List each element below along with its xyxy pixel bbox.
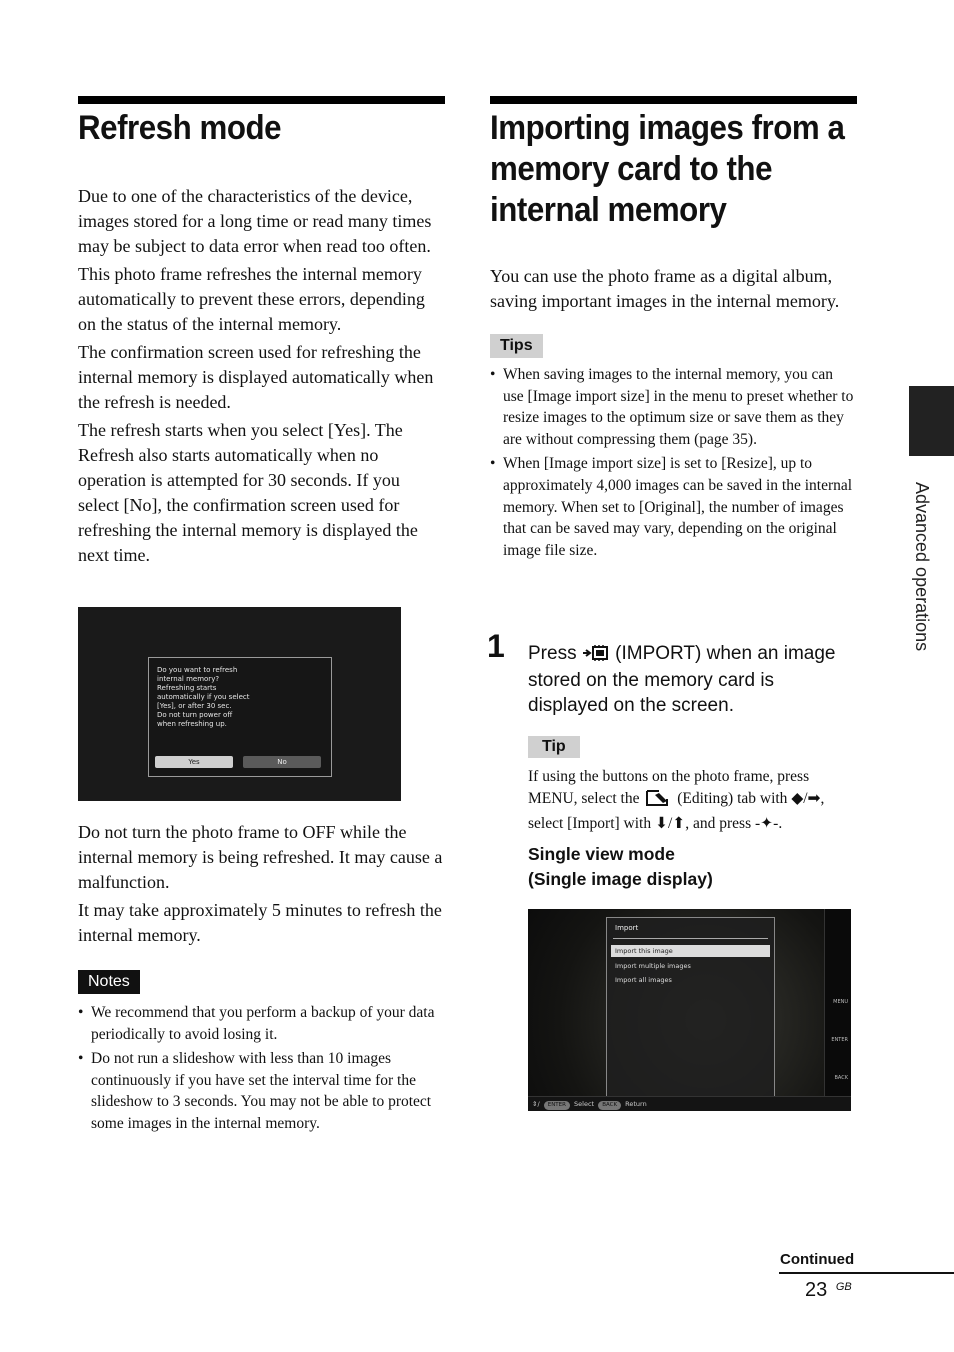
left-right-arrows-icon: ◆/➡ xyxy=(791,789,821,807)
side-back-label: BACK xyxy=(834,1075,848,1081)
down-up-arrows-icon: ⬇/⬆ xyxy=(654,815,686,833)
tip-text-part: If using the buttons on the photo frame, press MENU, select the xyxy=(528,768,810,807)
tips-list xyxy=(490,364,857,561)
dialog-message: Do you want to refresh internal memory? Refreshing starts automatically if you select [Yes], or after 30 sec. Do not turn power off when refreshing up. xyxy=(157,666,250,728)
paragraph: The confirmation screen used for refreshing the internal memory is displayed automatically when the refresh is needed. xyxy=(78,342,434,412)
tip-text-part: . xyxy=(778,815,783,833)
tip-section xyxy=(528,736,580,758)
tip-text-part: (Editing) tab with xyxy=(677,789,788,807)
enter-pill: ENTER xyxy=(544,1101,570,1110)
editing-icon xyxy=(645,789,671,814)
menu-divider xyxy=(613,938,768,939)
paragraph: Do not turn the photo frame to OFF while the internal memory is being refreshed. It may cause a malfunction. xyxy=(78,822,443,892)
refresh-body xyxy=(78,184,445,568)
import-icon xyxy=(582,643,610,668)
notes-label: Notes xyxy=(78,970,140,994)
left-column-lower xyxy=(78,820,445,1138)
paragraph: It may take approximately 5 minutes to refresh the internal memory. xyxy=(78,900,442,945)
no-button[interactable]: No xyxy=(243,756,321,768)
screen-side-controls xyxy=(824,909,851,1097)
notes-section xyxy=(78,970,445,1135)
refresh-confirmation-screenshot xyxy=(78,607,401,801)
confirmation-dialog xyxy=(148,657,332,777)
return-label: Return xyxy=(625,1100,647,1108)
menu-item-import-all[interactable]: Import all images xyxy=(615,976,672,984)
right-column xyxy=(490,96,857,564)
select-label: Select xyxy=(574,1100,595,1108)
page-suffix: GB xyxy=(835,1281,852,1293)
list-item: • When saving images to the internal memory, you can use [Image import size] in the menu to preset whether to resize images to the optimum size or save them as they are without compressing them (page 35). xyxy=(490,364,857,450)
sub-heading-line-2: (Single image display) xyxy=(528,869,713,889)
tip-text xyxy=(528,766,858,835)
step-number: 1 xyxy=(487,628,505,664)
list-item: • We recommend that you perform a backup of your data periodically to avoid losing it. xyxy=(78,1002,445,1045)
paragraph: Due to one of the characteristics of the device, images stored for a long time or read many times may be subject to data error when read too often. xyxy=(78,186,432,256)
tip-text-part: , select [Import] with xyxy=(528,789,825,833)
page-number xyxy=(805,1279,852,1302)
menu-item-import-this[interactable]: Import this image xyxy=(611,945,770,957)
intro-paragraph: You can use the photo frame as a digital album, saving important images in the internal memory. xyxy=(490,266,840,311)
step-instruction xyxy=(528,641,858,718)
list-item: • Do not run a slideshow with less than 10 images continuously if you have set the interval time for the slideshow to 3 seconds. You may not be able to protect some images in the internal memory. xyxy=(78,1048,445,1134)
section-title-refresh: Refresh mode xyxy=(78,109,282,147)
section-tab-marker xyxy=(909,386,954,456)
enter-icon: -✦- xyxy=(755,815,779,833)
side-section-label: Advanced operations xyxy=(912,482,932,652)
import-menu-screenshot xyxy=(528,909,851,1111)
title-rule xyxy=(490,96,857,104)
step-text-press: Press xyxy=(528,643,577,664)
tip-label: Tip xyxy=(528,736,580,758)
step-text-rest: (IMPORT) when an image stored on the memory card is displayed on the screen. xyxy=(528,643,836,716)
title-rule xyxy=(78,96,445,104)
menu-item-import-multiple[interactable]: Import multiple images xyxy=(615,962,691,970)
yes-button[interactable]: Yes xyxy=(155,756,233,768)
paragraph: The refresh starts when you select [Yes]. The Refresh also starts automatically when no operation is attempted for 30 seconds. If you select [No], the confirmation screen used for refreshing the internal memory is displayed the next time. xyxy=(78,420,418,565)
section-title-importing: Importing images from a memory card to the internal memory xyxy=(490,109,845,229)
side-menu-label: MENU xyxy=(833,999,848,1005)
side-enter-label: ENTER xyxy=(831,1037,848,1043)
footer-rule xyxy=(779,1272,954,1274)
import-menu xyxy=(606,917,775,1097)
list-item: • When [Image import size] is set to [Resize], up to approximately 4,000 images can be saved in the internal memory. When set to [Original], the number of images that can be saved may vary, depending on the original image file size. xyxy=(490,453,857,561)
continued-label: Continued xyxy=(780,1251,855,1268)
left-column xyxy=(78,96,445,568)
tips-section xyxy=(490,334,857,561)
notes-list xyxy=(78,1002,445,1135)
page-number-value: 23 xyxy=(805,1279,828,1301)
sub-heading-line-1: Single view mode xyxy=(528,844,675,864)
paragraph: This photo frame refreshes the internal memory automatically to prevent these errors, depending on the status of the internal memory. xyxy=(78,264,425,334)
menu-title: Import xyxy=(615,924,639,932)
screen-bottom-bar xyxy=(528,1096,851,1111)
tips-label: Tips xyxy=(490,334,543,358)
nav-arrows-icon: ⇕/ xyxy=(532,1100,540,1108)
tip-text-part: , and press xyxy=(685,815,752,833)
sub-heading xyxy=(528,842,713,892)
back-pill: BACK xyxy=(598,1101,621,1110)
